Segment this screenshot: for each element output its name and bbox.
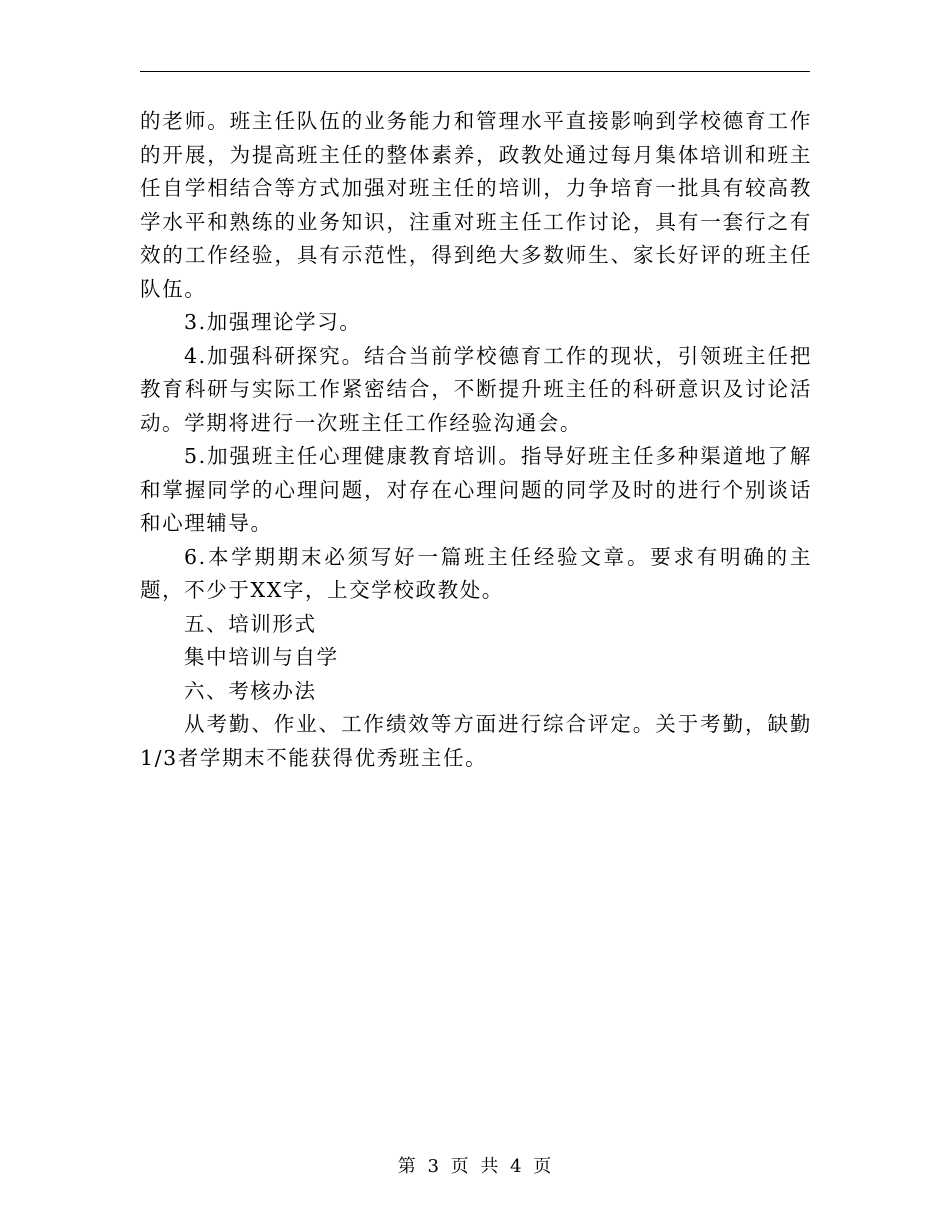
paragraph-item-3: 3.加强理论学习。 <box>184 310 362 334</box>
page-number-footer: 第 3 页 共 4 页 <box>397 1156 553 1177</box>
paragraph-training-format: 集中培训与自学 <box>184 645 339 669</box>
paragraph-assessment: 从考勤、作业、工作绩效等方面进行综合评定。关于考勤，缺勤1/3者学期末不能获得优秀班主任。 <box>140 712 812 770</box>
document-body <box>140 105 812 775</box>
section-heading-assessment: 六、考核办法 <box>184 678 317 703</box>
paragraph-item-6: 6.本学期期末必须写好一篇班主任经验文章。要求有明确的主题，不少于XX字，上交学校政教处。 <box>140 544 812 602</box>
section-heading-training-format: 五、培训形式 <box>184 611 317 636</box>
paragraph-item-4: 4.加强科研探究。结合当前学校德育工作的现状，引领班主任把教育科研与实际工作紧密结合，不断提升班主任的科研意识及讨论活动。学期将进行一次班主任工作经验沟通会。 <box>140 343 812 435</box>
paragraph-item-5: 5.加强班主任心理健康教育培训。指导好班主任多种渠道地了解和掌握同学的心理问题，对存在心理问题的同学及时的进行个别谈话和心理辅导。 <box>140 444 812 535</box>
paragraph-intro: 的老师。班主任队伍的业务能力和管理水平直接影响到学校德育工作的开展，为提高班主任的整体素养，政教处通过每月集体培训和班主任自学相结合等方式加强对班主任的培训，力争培育一批具有较高教学水平和熟练的业务知识，注重对班主任工作讨论，具有一套行之有效的工作经验，具有示范性，得到绝大多数师生、家长好评的班主任队伍。 <box>140 109 812 301</box>
header-rule <box>140 71 810 72</box>
